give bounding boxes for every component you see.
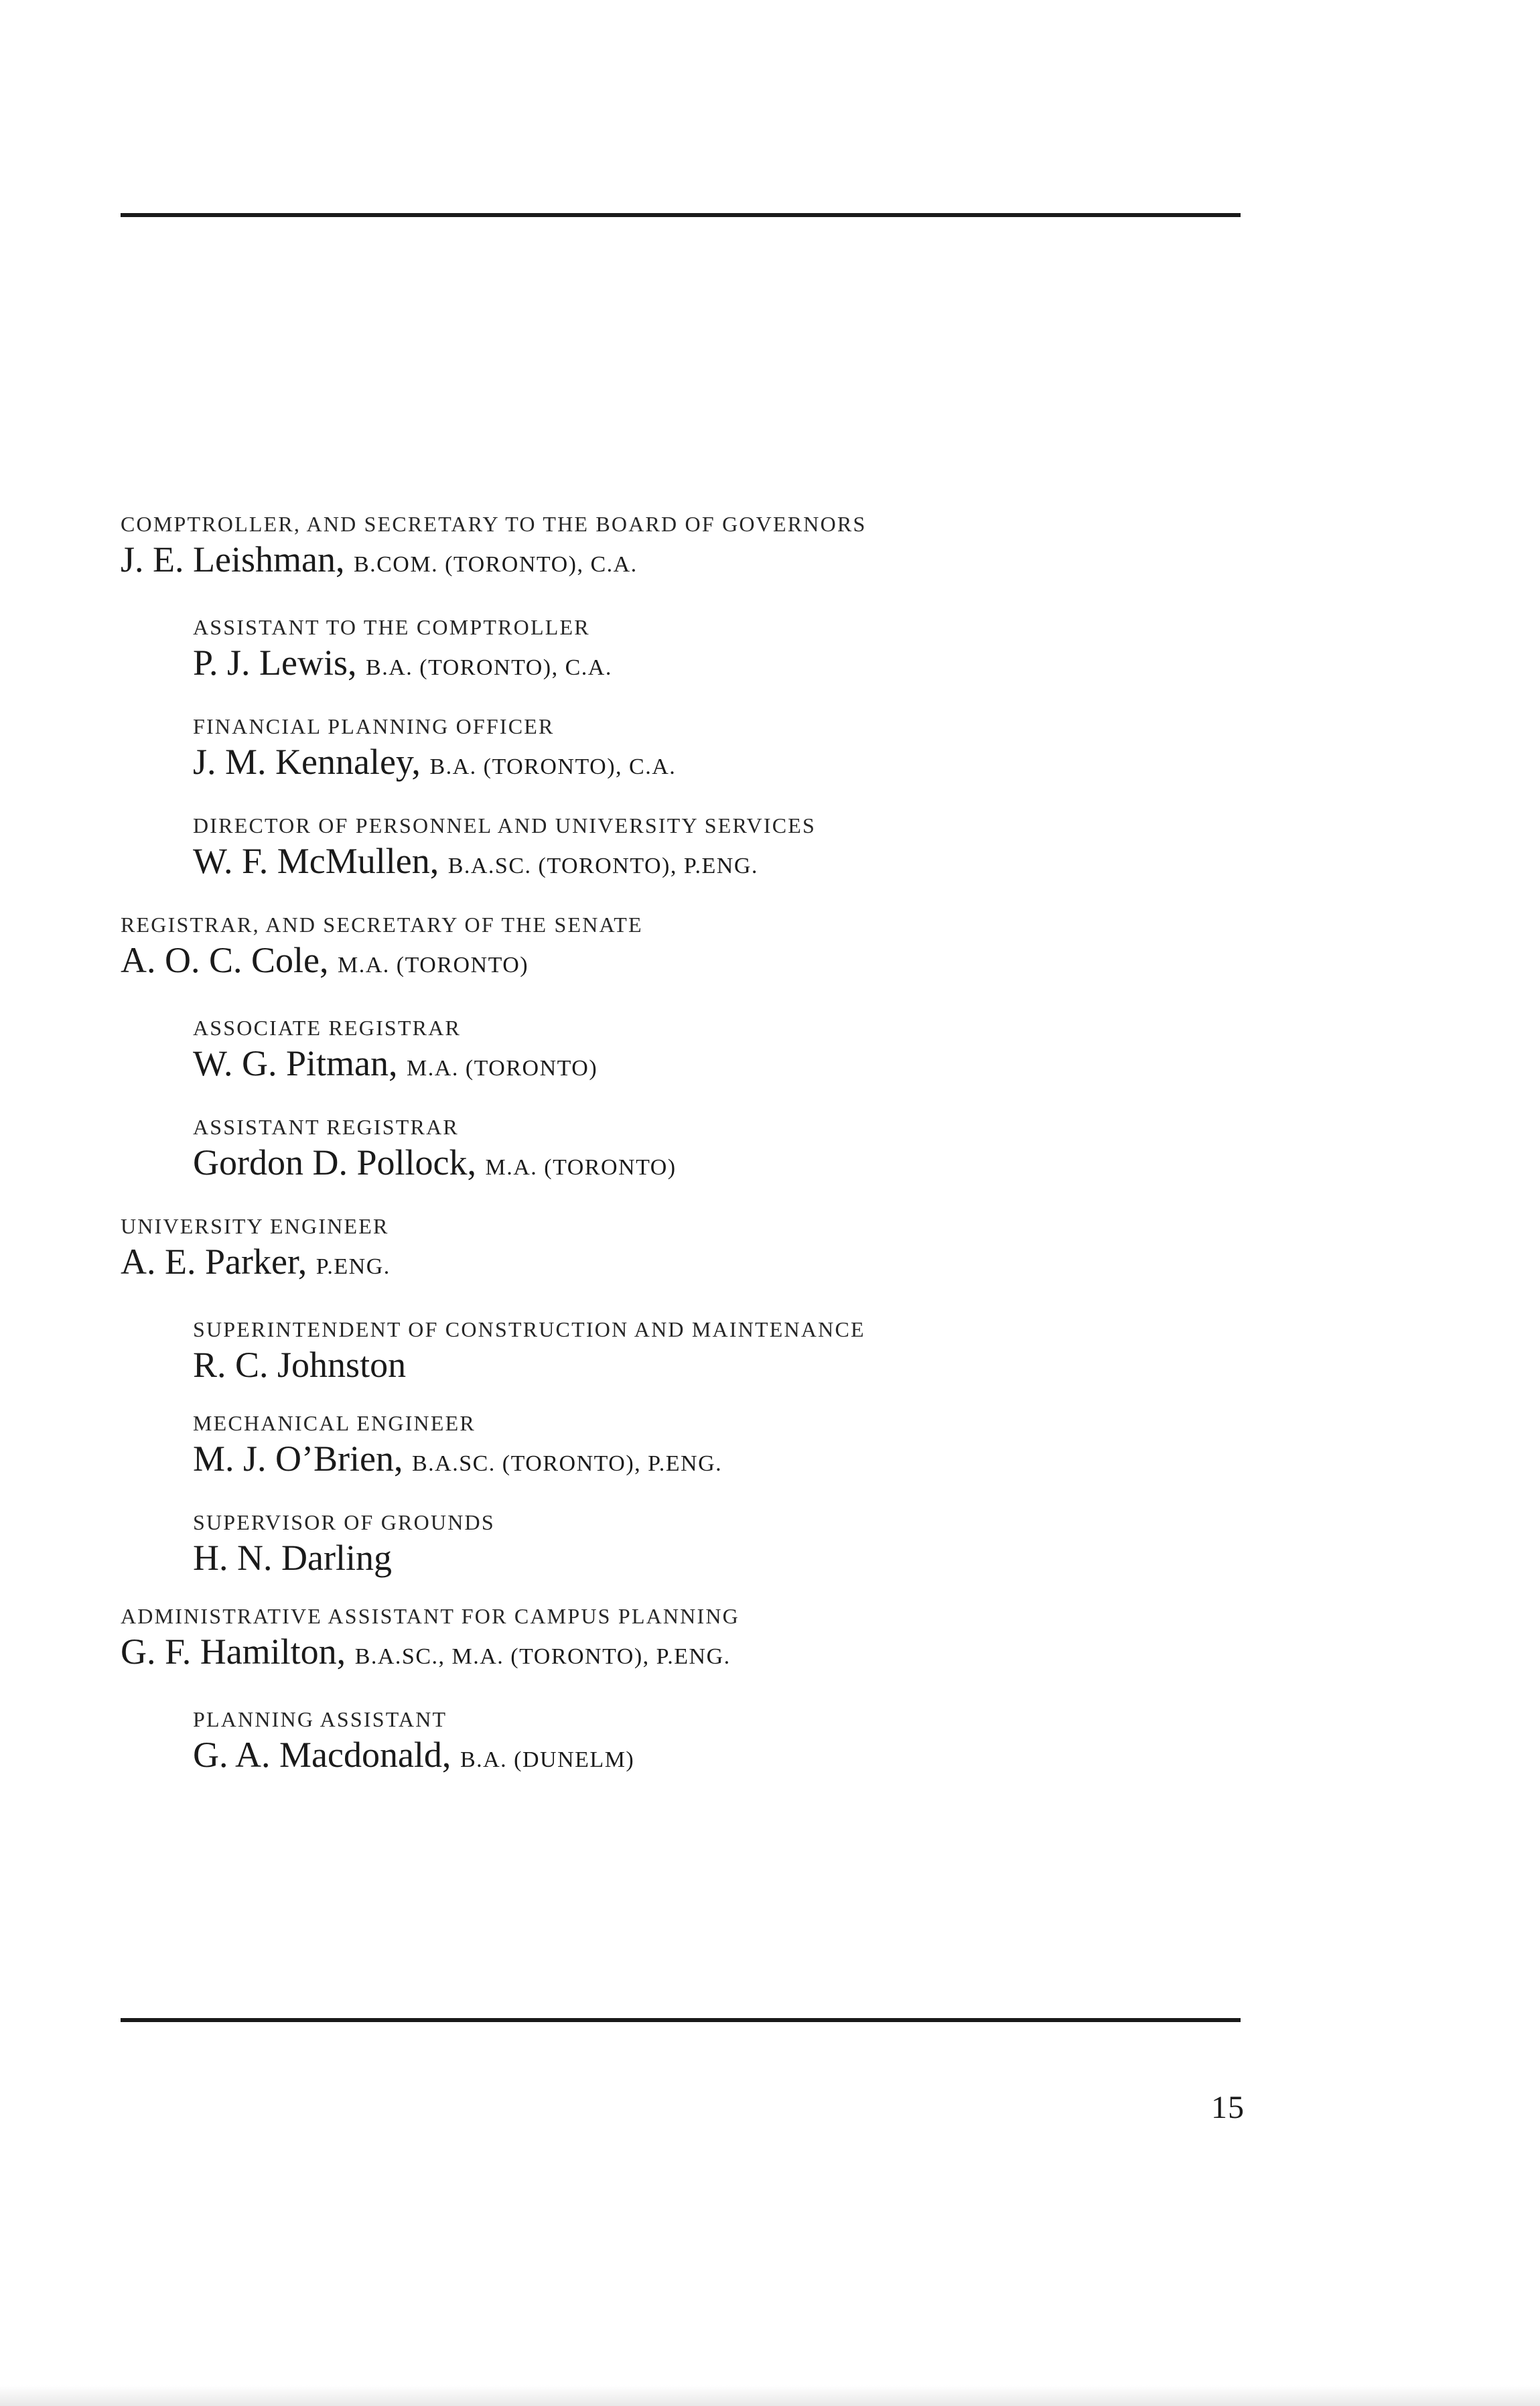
- entry-director-of-personnel: [193, 812, 1259, 911]
- person-name: A. E. Parker,: [121, 1242, 307, 1282]
- role-title: MECHANICAL ENGINEER: [193, 1411, 476, 1435]
- role-title: DIRECTOR OF PERSONNEL AND UNIVERSITY SERVICES: [193, 813, 816, 838]
- person-line: [121, 938, 1259, 988]
- page-number: 15: [1211, 2090, 1245, 2125]
- entry-superintendent: [193, 1316, 1259, 1410]
- entry-campus-planning: [121, 1603, 1259, 1706]
- role-title: COMPTROLLER, AND SECRETARY TO THE BOARD OF GOVERNORS: [121, 512, 867, 536]
- person-name: M. J. O’Brien,: [193, 1439, 403, 1479]
- person-line: [193, 641, 1259, 690]
- person-line: [121, 1240, 1259, 1289]
- person-name: Gordon D. Pollock,: [193, 1142, 476, 1183]
- person-degrees: P.ENG.: [316, 1254, 391, 1279]
- entry-planning-assistant: [193, 1706, 1259, 1805]
- person-line: [121, 537, 1259, 587]
- person-name: J. M. Kennaley,: [193, 742, 421, 782]
- role-title: FINANCIAL PLANNING OFFICER: [193, 714, 555, 738]
- person-name: W. F. McMullen,: [193, 841, 439, 881]
- person-degrees: M.A. (TORONTO): [485, 1155, 677, 1180]
- page-edge-shadow: [0, 2385, 1540, 2406]
- person-name: W. G. Pitman,: [193, 1043, 398, 1083]
- person-degrees: M.A. (TORONTO): [407, 1056, 598, 1081]
- person-degrees: B.A.SC. (TORONTO), P.ENG.: [447, 854, 758, 878]
- top-rule: [121, 213, 1241, 217]
- role-title: ASSISTANT TO THE COMPTROLLER: [193, 615, 590, 639]
- person-degrees: B.A. (TORONTO), C.A.: [429, 754, 677, 779]
- entry-comptroller: [121, 511, 1259, 614]
- person-line: [193, 839, 1259, 888]
- person-line: [193, 1536, 1259, 1580]
- person-name: A. O. C. Cole,: [121, 940, 329, 980]
- person-degrees: B.A.SC. (TORONTO), P.ENG.: [411, 1451, 723, 1476]
- person-name: R. C. Johnston: [193, 1345, 407, 1385]
- person-degrees: B.A. (TORONTO), C.A.: [366, 655, 612, 680]
- entry-assistant-registrar: [193, 1114, 1259, 1213]
- entry-registrar: [121, 911, 1259, 1014]
- role-title: SUPERVISOR OF GROUNDS: [193, 1510, 495, 1534]
- role-title: UNIVERSITY ENGINEER: [121, 1214, 389, 1238]
- person-degrees: M.A. (TORONTO): [338, 953, 529, 978]
- entry-financial-planning-officer: [193, 713, 1259, 812]
- entry-mechanical-engineer: [193, 1410, 1259, 1509]
- entry-supervisor-of-grounds: [193, 1509, 1259, 1603]
- bottom-rule: [121, 2018, 1241, 2022]
- person-degrees: B.A. (DUNELM): [460, 1747, 635, 1772]
- person-line: [193, 740, 1259, 789]
- person-degrees: B.A.SC., M.A. (TORONTO), P.ENG.: [354, 1644, 731, 1669]
- entry-assistant-to-comptroller: [193, 614, 1259, 713]
- person-line: [193, 1140, 1259, 1190]
- person-name: G. A. Macdonald,: [193, 1735, 451, 1775]
- role-title: ASSOCIATE REGISTRAR: [193, 1016, 462, 1040]
- person-line: [193, 1343, 1259, 1387]
- person-line: [121, 1629, 1259, 1679]
- entry-university-engineer: [121, 1213, 1259, 1316]
- person-name: H. N. Darling: [193, 1538, 392, 1578]
- role-title: ASSISTANT REGISTRAR: [193, 1115, 459, 1139]
- person-line: [193, 1733, 1259, 1782]
- role-title: REGISTRAR, AND SECRETARY OF THE SENATE: [121, 913, 643, 937]
- person-degrees: B.COM. (TORONTO), C.A.: [353, 552, 638, 577]
- role-title: SUPERINTENDENT OF CONSTRUCTION AND MAINTENANCE: [193, 1317, 865, 1341]
- person-name: G. F. Hamilton,: [121, 1631, 346, 1672]
- entry-associate-registrar: [193, 1014, 1259, 1114]
- role-title: ADMINISTRATIVE ASSISTANT FOR CAMPUS PLANNING: [121, 1604, 740, 1628]
- staff-directory: [121, 511, 1259, 1805]
- person-name: J. E. Leishman,: [121, 539, 345, 580]
- person-line: [193, 1436, 1259, 1486]
- role-title: PLANNING ASSISTANT: [193, 1707, 447, 1731]
- person-line: [193, 1041, 1259, 1091]
- person-name: P. J. Lewis,: [193, 643, 357, 683]
